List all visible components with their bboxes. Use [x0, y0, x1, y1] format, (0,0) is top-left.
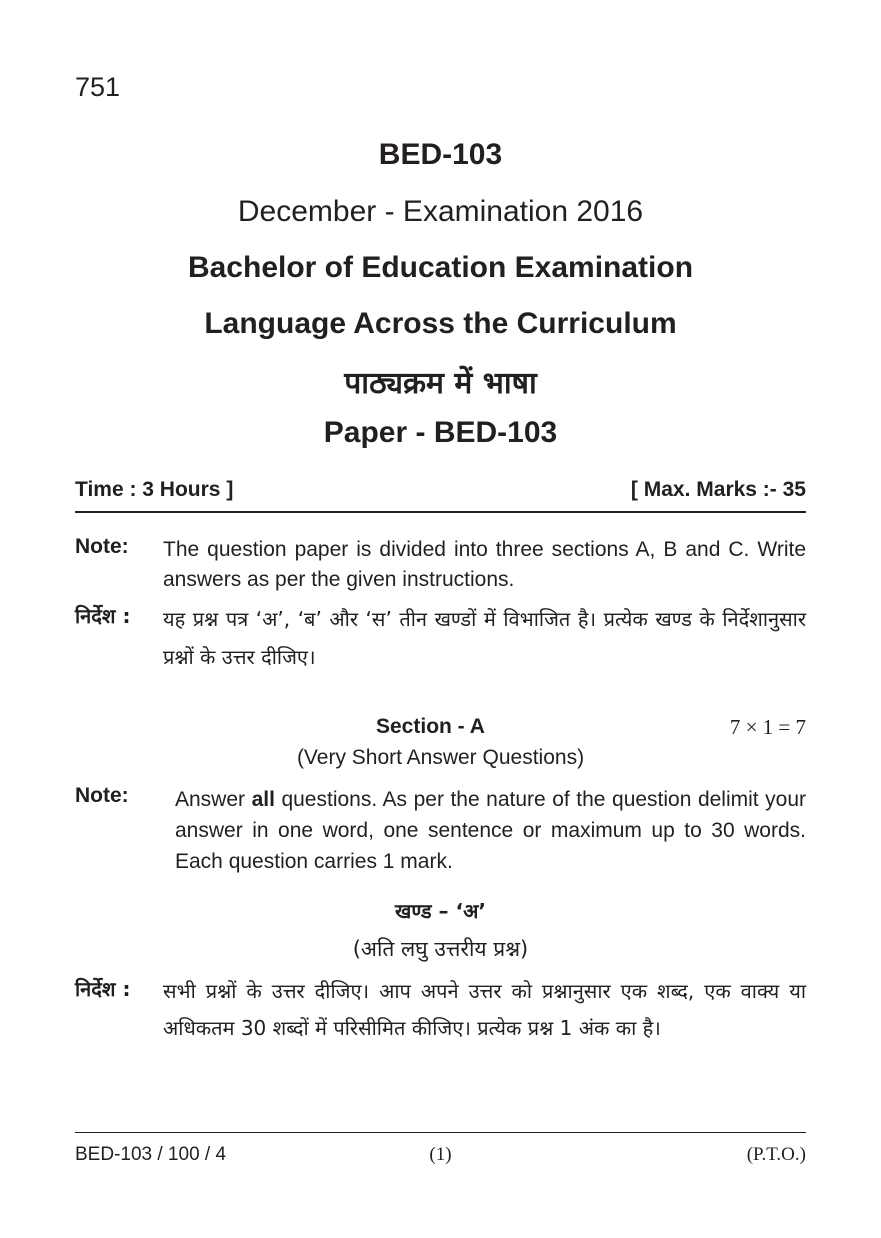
subject-title-hindi: पाठ्यक्रम में भाषा: [344, 366, 537, 401]
general-note-text: The question paper is divided into three sections A, B and C. Write answers as per the given instructions.: [163, 538, 806, 591]
section-a-hindi-title: खण्ड – ‘अ’: [395, 899, 486, 923]
section-a-subtitle: (Very Short Answer Questions): [296, 746, 585, 769]
section-a-note-label: Note:: [75, 784, 129, 807]
section-a-hindi-label: निर्देश :: [75, 977, 131, 1001]
general-note-label: Note:: [75, 535, 129, 558]
max-marks: [ Max. Marks :- 35: [630, 478, 806, 501]
header-divider: [75, 511, 806, 513]
general-note-hindi-label: निर्देश :: [75, 604, 131, 628]
note-text-end: questions. As per the nature of the question delimit your answer in one word, one sentence or maximum up to 30 words. Each question carries 1 mark.: [175, 788, 807, 873]
note-text-emphasis: all: [251, 788, 275, 811]
footer-page-number: (1): [429, 1144, 452, 1165]
time-allowed: Time : 3 Hours ]: [75, 478, 234, 501]
general-note-hindi-text: यह प्रश्न पत्र ‘अ’, ‘ब’ और ‘स’ तीन खण्डों में विभाजित है। प्रत्येक खण्ड के निर्देशानुसार प्रश्नों के उत्तर दीजिए।: [163, 607, 806, 669]
note-text-start: Answer: [175, 788, 252, 811]
section-a-hindi-text: सभी प्रश्नों के उत्तर दीजिए। आप अपने उत्तर को प्रश्नानुसार एक शब्द, एक वाक्य या अधिकतम 30 शब्दों में परिसीमित कीजिए। प्रत्येक प्रश्न 1 अंक का है।: [163, 979, 806, 1040]
paper-title: Paper - BED-103: [323, 416, 558, 449]
page-code: 751: [75, 72, 121, 102]
section-a-marks: 7 × 1 = 7: [729, 715, 806, 739]
exam-name: Bachelor of Education Examination: [187, 251, 694, 284]
footer-code: BED-103 / 100 / 4: [75, 1144, 227, 1165]
exam-session: December - Examination 2016: [237, 195, 644, 228]
section-a-hindi-subtitle: (अति लघु उत्तरीय प्रश्न): [352, 937, 529, 961]
subject-title: Language Across the Curriculum: [204, 307, 677, 340]
course-code: BED-103: [378, 138, 503, 171]
section-a-title: Section - A: [376, 715, 485, 738]
section-a-note-text: [175, 784, 806, 877]
footer-pto: (P.T.O.): [746, 1144, 806, 1165]
footer-divider: [75, 1132, 806, 1133]
